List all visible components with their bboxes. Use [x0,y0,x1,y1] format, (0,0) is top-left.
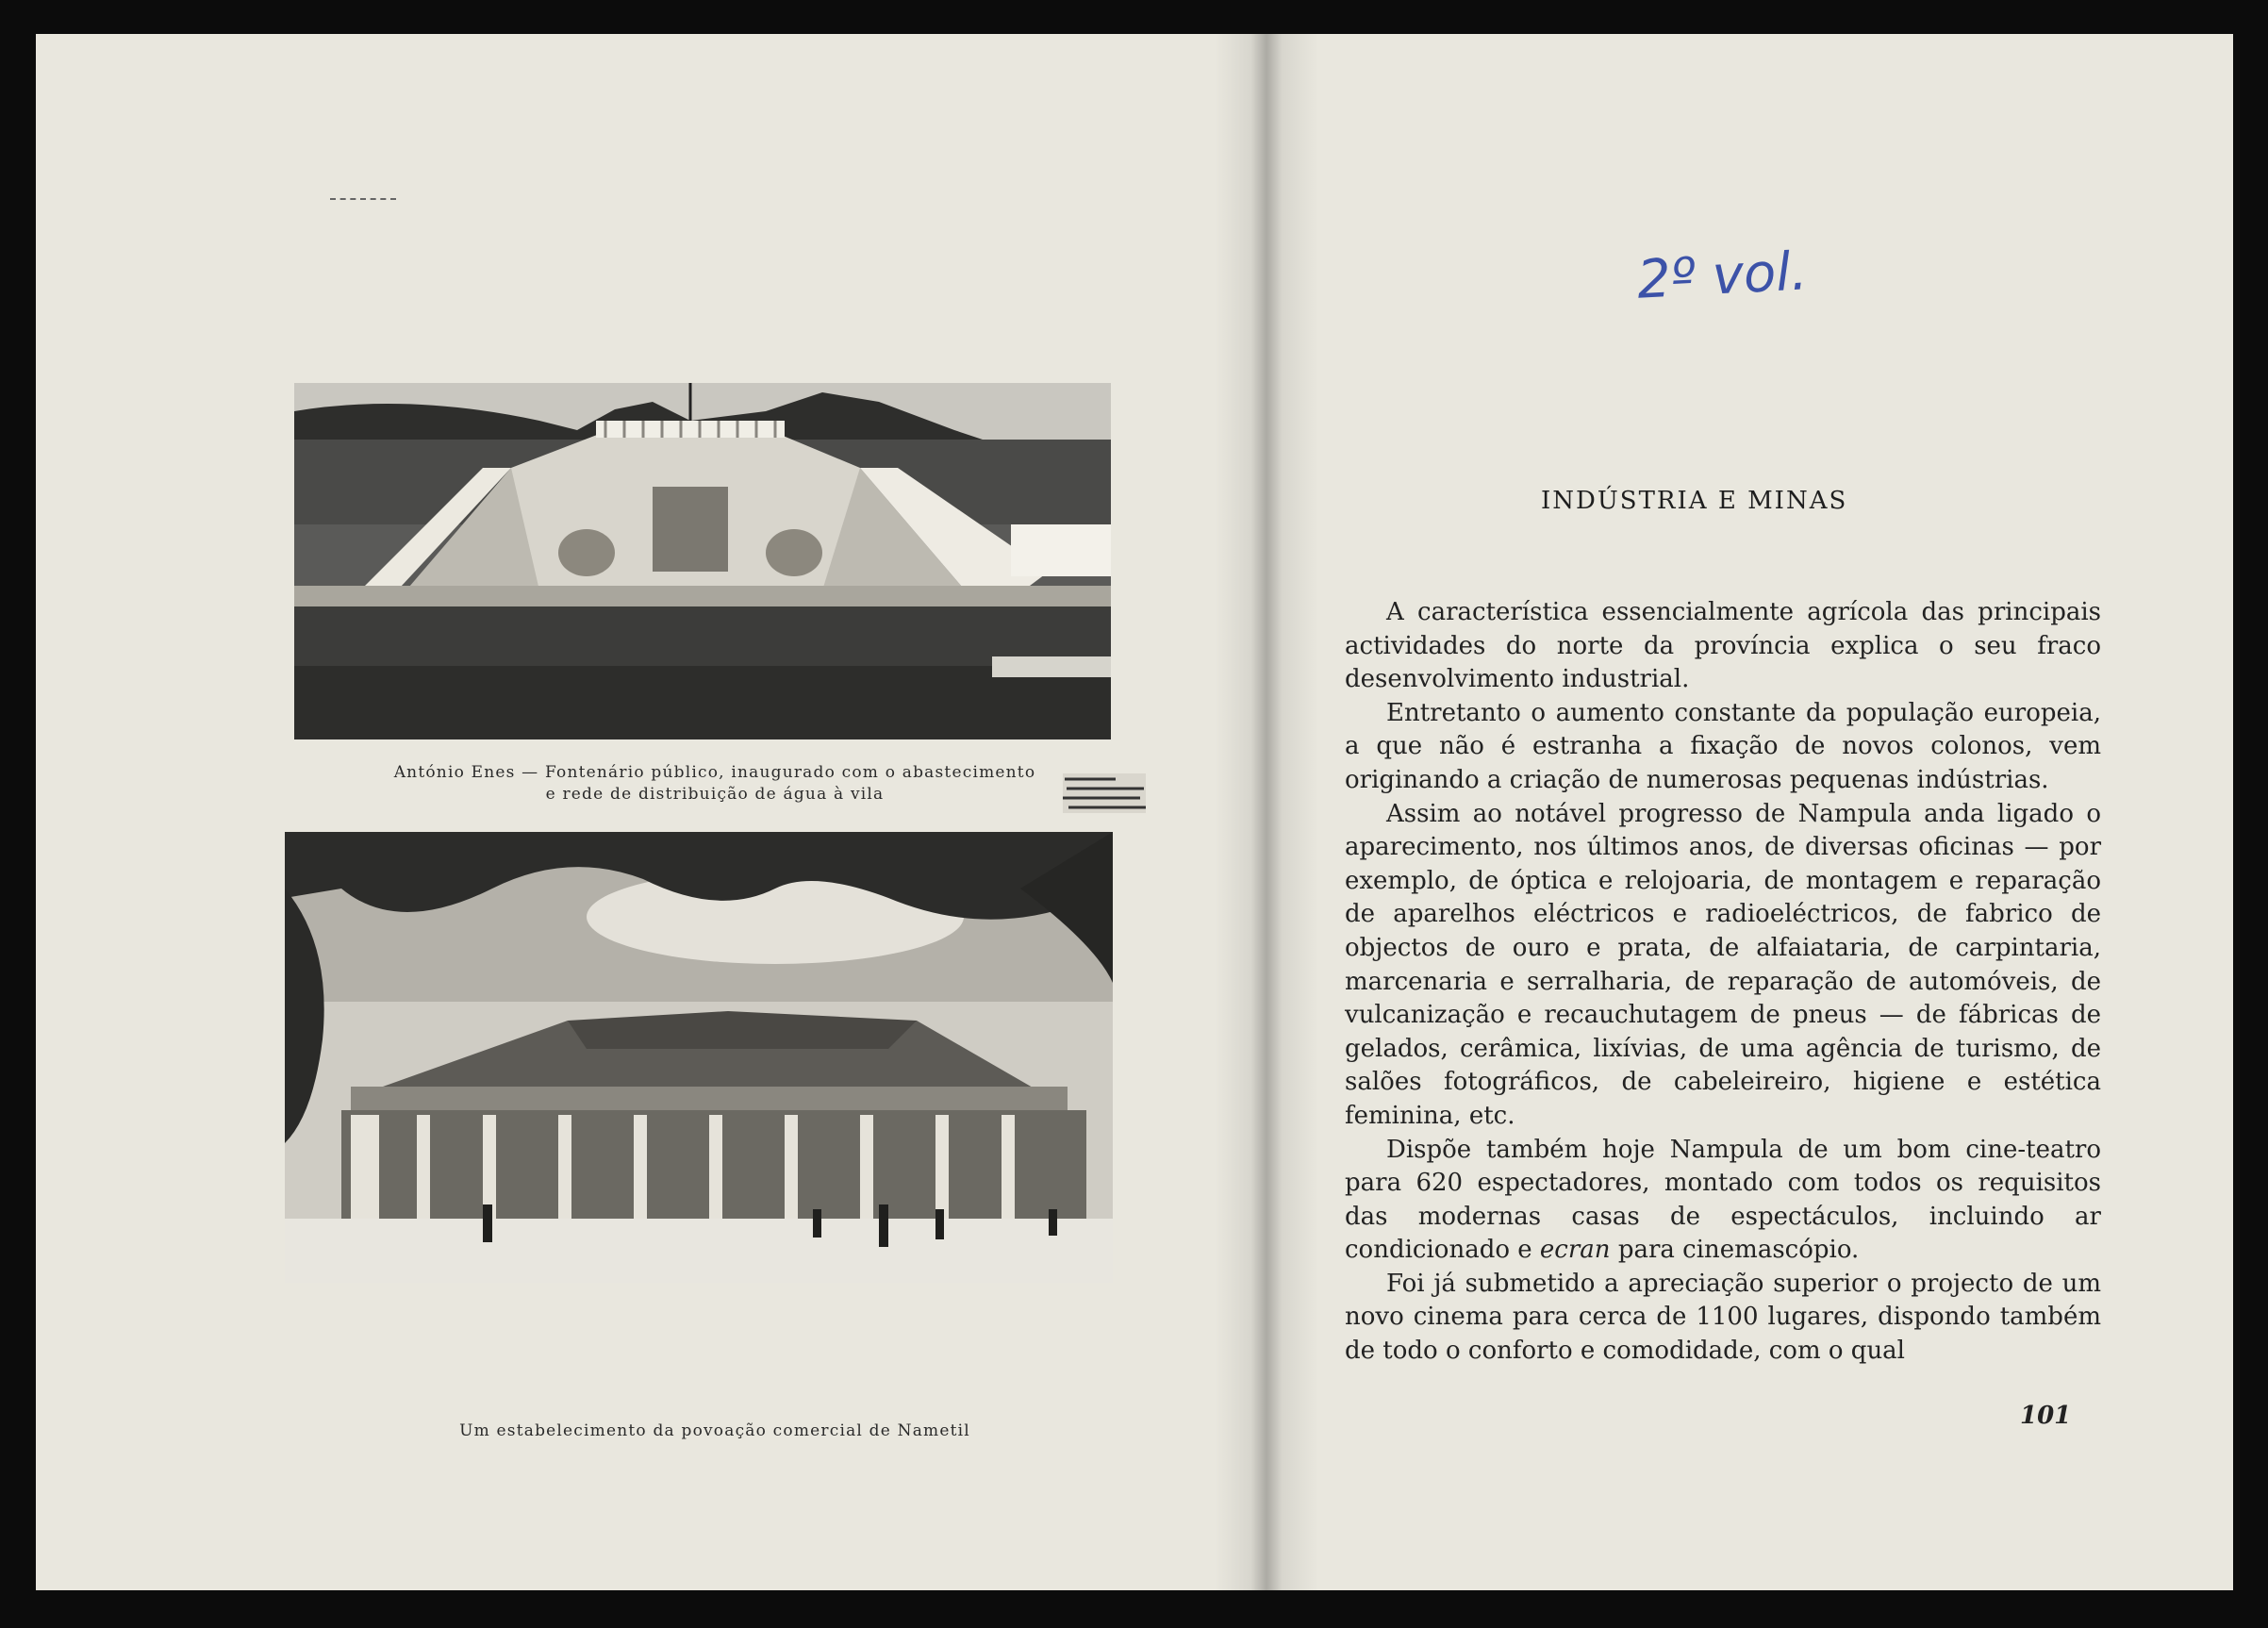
paragraph-2: Entretanto o aumento constante da população europeia, a que não é estranha a fixação de novos colonos, vem originando a criação de numerosas pequenas indústrias. [1345,698,2101,794]
section-title: INDÚSTRIA E MINAS [1541,487,1848,515]
ink-stamp-mark [1059,770,1150,817]
fountain-caption [319,762,1111,806]
handwritten-volume-note: 2º vol. [1635,241,1810,311]
page-number: 101 [2020,1402,2072,1430]
fountain-photo [294,383,1111,739]
book-fold-shadow [1215,34,1318,1590]
paragraph-4-italic: ecran [1539,1236,1611,1265]
paragraph-1: A característica essencialmente agrícola das principais actividades do norte da província explica o seu fraco desenvolvimento industrial. [1345,598,2101,694]
paragraph-4 [1345,1134,2101,1268]
scanned-spread [36,34,2233,1590]
paragraph-4-end: para cinemascópio. [1617,1236,1860,1265]
paragraph-5: Foi já submetido a apreciação superior o projecto de um novo cinema para cerca de 1100 lugares, dispondo também de todo o conforto e comodidade, com o qual [1345,1269,2101,1366]
scan-mark [330,198,396,200]
fountain-caption-line-1: António Enes — Fontenário público, inaugurado com o abastecimento [393,763,1036,782]
paragraph-4-start: Dispõe também hoje Nampula de um bom cine-teatro para 620 espectadores, montado com todos os requisitos das modernas casas de espectáculos, incluindo ar condicionado e [1345,1135,2101,1265]
building-photo [285,832,1113,1283]
building-caption: Um estabelecimento da povoação comercial de Nametil [459,1421,970,1440]
paragraph-3: Assim ao notável progresso de Nampula anda ligado o aparecimento, nos últimos anos, de diversas oficinas — por exemplo, de óptica e relojoaria, de montagem e reparação de aparelhos eléctricos e radioeléctricos, de fabrico de objectos de ouro e prata, de alfaiataria, de carpintaria, marcenaria e serralharia, de reparação de automóveis, de vulcanização e recauchutagem de pneus — de fábricas de gelados, cerâmica, lixívias, de uma agência de turismo, de salões fotográficos, de cabeleireiro, higiene e estética feminina, etc. [1345,799,2101,1130]
fountain-caption-line-2: e rede de distribuição de água à vila [545,785,885,804]
article-body [1345,596,2101,1369]
